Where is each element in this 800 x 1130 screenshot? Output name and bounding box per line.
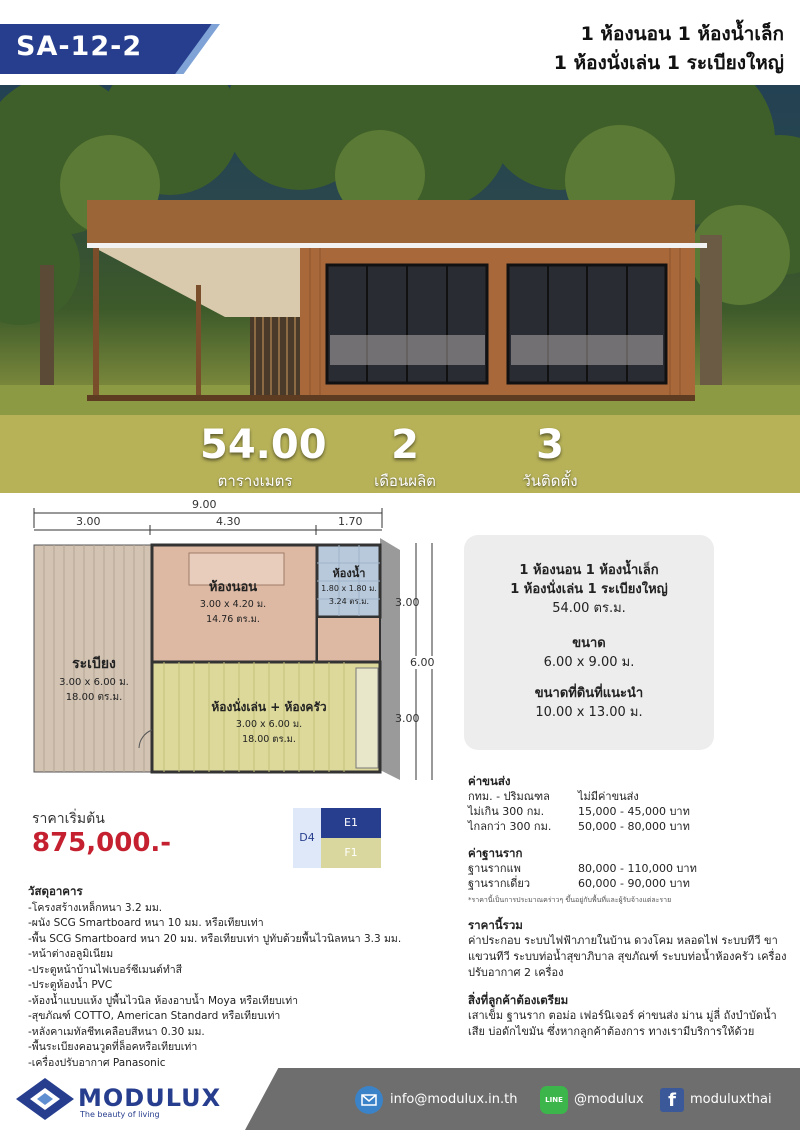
footer (0, 1068, 800, 1130)
shipping-zone: กทม. - ปริมณฑล (468, 790, 550, 803)
stat-production-label: เดือนผลิต (374, 472, 436, 490)
bath-size: 1.80 x 1.80 ม. (321, 584, 377, 593)
spec-area: 54.00 ตร.ม. (552, 601, 626, 616)
email-link[interactable]: info@modulux.in.th (390, 1092, 518, 1107)
dim-seg2: 4.30 (216, 515, 241, 528)
material-item: -พื้นระเบียงคอนวูดที่ล็อคหรือเทียบเท่า (28, 1041, 198, 1053)
facebook-icon: f (660, 1088, 684, 1112)
house-render-image (0, 85, 800, 493)
living-size: 3.00 x 6.00 ม. (235, 719, 303, 730)
prep-text: เสาเข็ม ฐานราก ตอม่อ เฟอร์นิเจอร์ ค่าขนส่ง ม่าน มู่ลี่ ถังบำบัดน้ำเสีย บ่อดักไขมัน ซึ่งหากลูกค้าต้องการ ทางเรามีบริการให้ด้วย (468, 1009, 777, 1038)
living-name: ห้องนั่งเล่น + ห้องครัว (211, 700, 327, 714)
spec-size-label: ขนาด (572, 636, 606, 651)
material-item: -สุขภัณฑ์ COTTO, American Standard หรือเทียบเท่า (28, 1010, 281, 1022)
dim-depth-top: 3.00 (395, 596, 420, 609)
foundation-cost: 60,000 - 90,000 บาท (578, 877, 690, 890)
bedroom-size: 3.00 x 4.20 ม. (199, 599, 267, 610)
material-item: -ประตูหน้าบ้านไฟเบอร์ซีเมนต์ทำสี (28, 963, 183, 976)
included-title: ราคานี้รวม (468, 918, 523, 932)
shipping-cost: 15,000 - 45,000 บาท (578, 805, 690, 818)
veranda-area: 18.00 ตร.ม. (65, 692, 123, 703)
living-area: 18.00 ตร.ม. (242, 734, 296, 745)
email-icon (355, 1086, 383, 1114)
foundation-type: ฐานรากแพ (468, 862, 521, 875)
stat-install (505, 422, 595, 493)
shipping-row (468, 819, 788, 834)
material-item: -หน้าต่างอลูมิเนียม (28, 948, 114, 960)
materials-title: วัสดุอาคาร (28, 884, 83, 898)
headline-line1: 1 ห้องนอน 1 ห้องน้ำเล็ก (580, 23, 784, 45)
foundation-row (468, 861, 788, 876)
foundation-note: *ราคานี้เป็นการประมาณคร่าวๆ ขึ้นอยู่กับพื้นที่และผู้รับจ้างแต่ละราย (468, 896, 672, 904)
shipping-zone: ไกลกว่า 300 กม. (468, 820, 552, 833)
room-living (184, 698, 354, 747)
material-item: -ห้องน้ำแบบแห้ง ปูพื้นไวนิล ห้องอาบน้ำ Moya หรือเทียบเท่า (28, 994, 299, 1007)
cost-details (468, 766, 788, 1040)
shipping-title: ค่าขนส่ง (468, 774, 511, 788)
dim-seg1: 3.00 (76, 515, 101, 528)
prep-title: สิ่งที่ลูกค้าต้องเตรียม (468, 993, 569, 1007)
stat-area-value: 54.00 (200, 422, 327, 468)
color-legend (293, 808, 381, 868)
material-item: -หลังคาเมทัลชีทเคลือบสีหนา 0.30 มม. (28, 1025, 205, 1038)
shipping-zone: ไม่เกิน 300 กม. (468, 805, 545, 818)
stat-install-label: วันติดตั้ง (522, 472, 578, 490)
legend-e1: E1 (321, 808, 381, 838)
bath-area: 3.24 ตร.ม. (328, 597, 370, 606)
foundation-row (468, 876, 788, 891)
room-bathroom (319, 564, 379, 608)
bath-name: ห้องน้ำ (332, 567, 366, 580)
spec-line2: 1 ห้องนั่งเล่น 1 ระเบียงใหญ่ (510, 582, 668, 597)
shipping-row (468, 804, 788, 819)
materials-list (28, 884, 401, 1071)
stat-install-value: 3 (536, 422, 564, 468)
model-code: SA-12-2 (16, 31, 143, 62)
spec-land-value: 10.00 x 13.00 ม. (535, 705, 643, 720)
spec-line1: 1 ห้องนอน 1 ห้องน้ำเล็ก (519, 563, 659, 578)
line-icon: LINE (540, 1086, 568, 1114)
headline-line2: 1 ห้องนั่งเล่น 1 ระเบียงใหญ่ (553, 52, 784, 74)
bedroom-name: ห้องนอน (208, 580, 258, 595)
dim-total-width: 9.00 (192, 498, 217, 511)
price-value: 875,000.- (32, 828, 172, 858)
veranda-name: ระเบียง (72, 656, 116, 672)
legend-f1: F1 (321, 838, 381, 868)
veranda-size: 3.00 x 6.00 ม. (59, 677, 129, 688)
room-bedroom (188, 576, 278, 627)
foundation-cost: 80,000 - 110,000 บาท (578, 862, 697, 875)
shipping-cost: ไม่มีค่าขนส่ง (578, 790, 639, 803)
stat-area-label: ตารางเมตร (217, 472, 293, 490)
material-item: -ประตูห้องน้ำ PVC (28, 979, 113, 991)
facebook-link[interactable]: moduluxthai (690, 1092, 772, 1107)
stat-area (200, 422, 327, 493)
bedroom-area: 14.76 ตร.ม. (206, 614, 260, 625)
headline (554, 20, 784, 78)
shipping-row (468, 789, 788, 804)
material-item: -เครื่องปรับอากาศ Panasonic (28, 1056, 166, 1069)
included-text: ค่าประกอบ ระบบไฟฟ้าภายในบ้าน ดวงโคม หลอดไฟ ระบบทีวี ขาแขวนทีวี ระบบท่อน้ำสุขาภิบาล สุขภัณฑ์ ระบบท่อน้ำห้องครัว เครื่องปรับอากาศ 2 เครื่อง (468, 934, 787, 979)
spec-land-label: ขนาดที่ดินที่แนะนำ (534, 686, 644, 701)
dim-depth-total: 6.00 (410, 656, 435, 669)
material-item: -โครงสร้างเหล็กหนา 3.2 มม. (28, 901, 163, 914)
spec-box (464, 535, 714, 750)
top-header (0, 0, 800, 85)
material-item: -ผนัง SCG Smartboard หนา 10 มม. หรือเทียบเท่า (28, 917, 264, 929)
room-veranda (42, 653, 146, 705)
modulux-logo-icon (14, 1076, 76, 1122)
brand-tagline: The beauty of living (80, 1110, 160, 1119)
dim-seg3: 1.70 (338, 515, 363, 528)
foundation-type: ฐานรากเดี่ยว (468, 877, 531, 890)
brand-name: MODULUX (78, 1084, 222, 1112)
dim-depth-bottom: 3.00 (395, 712, 420, 725)
foundation-title: ค่าฐานราก (468, 846, 523, 860)
price-label: ราคาเริ่มต้น (32, 811, 105, 827)
shipping-cost: 50,000 - 80,000 บาท (578, 820, 690, 833)
floor-plan (14, 498, 444, 788)
legend-d4: D4 (293, 808, 321, 868)
spec-size-value: 6.00 x 9.00 ม. (543, 655, 635, 670)
material-item: -พื้น SCG Smartboard หนา 20 มม. หรือเทียบเท่า ปูทับด้วยพื้นไวนิลหนา 3.3 มม. (28, 932, 402, 945)
stat-production-value: 2 (391, 422, 419, 468)
stat-production (360, 422, 450, 493)
line-link[interactable]: @modulux (574, 1092, 644, 1107)
